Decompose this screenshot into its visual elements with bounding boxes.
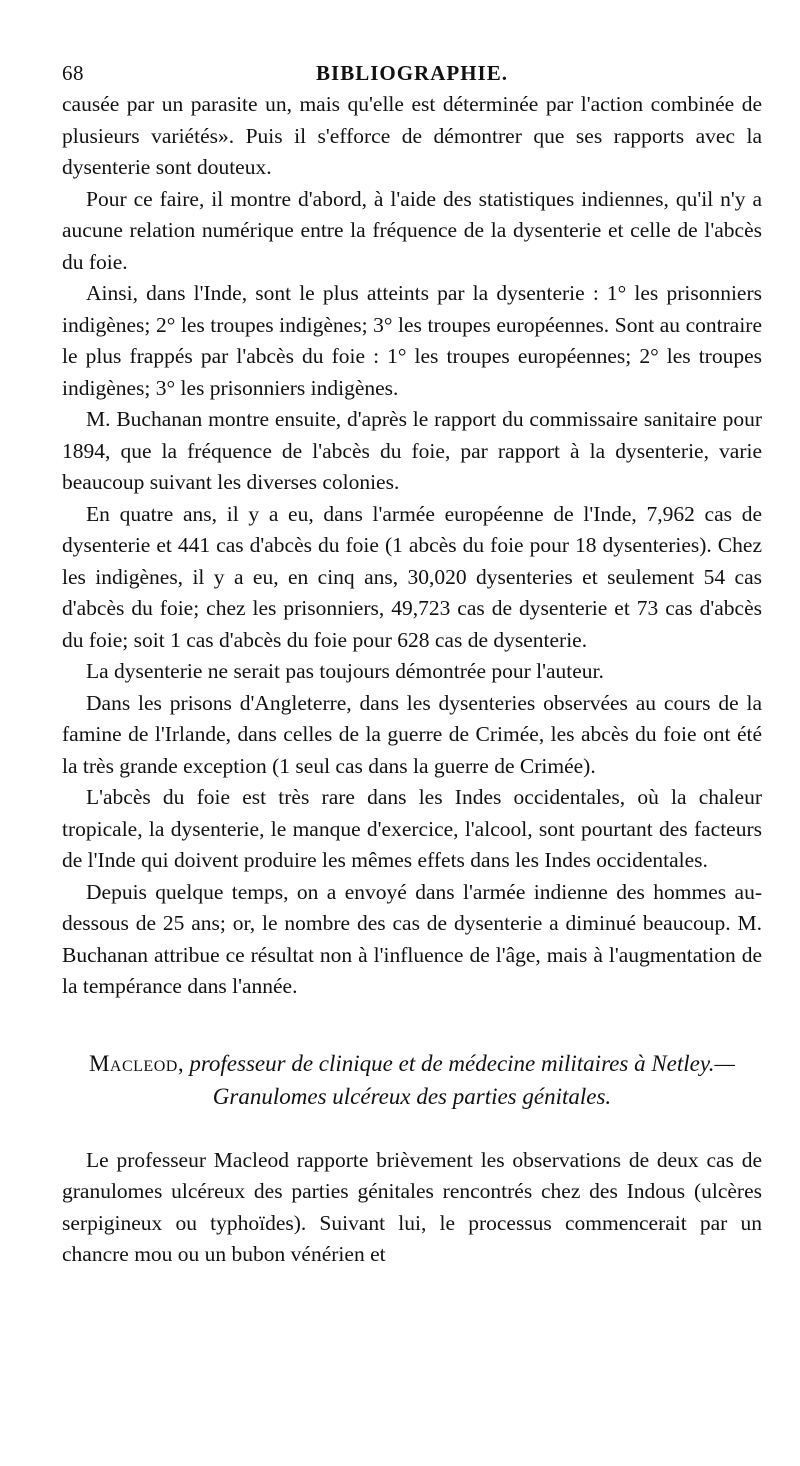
section-heading: Macleod, professeur de clinique et de médecine militaires à Netley.— Granulomes ulcéreux des parties génitales.	[88, 1050, 736, 1109]
paragraph: En quatre ans, il y a eu, dans l'armée européenne de l'Inde, 7,962 cas de dysenterie et 441 cas d'abcès du foie (1 abcès du foie pour 18 dysenteries). Chez les indigènes, il y a eu, en cinq ans, 30,020 dysenteries et seulement 54 cas d'abcès du foie; chez les prisonniers, 49,723 cas de dysenterie et 73 cas d'abcès du foie; soit 1 cas d'abcès du foie pour 628 cas de dysenterie.	[62, 501, 762, 652]
paragraph: Depuis quelque temps, on a envoyé dans l'armée indienne des hommes au-dessous de 25 ans; or, le nombre des cas de dysenterie a diminué beaucoup. M. Buchanan attribue ce résultat non à l'influence de l'âge, mais à l'augmentation de la tempérance dans l'année.	[62, 879, 762, 998]
paragraph: La dysenterie ne serait pas toujours démontrée pour l'auteur.	[86, 659, 604, 683]
section-title: Granulomes ulcéreux des parties génitales.	[212, 1083, 612, 1109]
paragraph: L'abcès du foie est très rare dans les Indes occidentales, où la chaleur tropicale, la dysenterie, le manque d'exercice, l'alcool, sont pourtant des facteurs de l'Inde qui doivent produire les mêmes effets dans les Indes occidentales.	[62, 785, 762, 872]
section-body	[62, 1145, 762, 1271]
section-author: Macleod	[88, 1050, 178, 1076]
running-head: BIBLIOGRAPHIE.	[316, 61, 508, 85]
page-number: 68	[62, 61, 84, 85]
paragraph-continued: causée par un parasite un, mais qu'elle est déterminée par l'action combinée de plusieurs variétés». Puis il s'efforce de démontrer que ses rapports avec la dysenterie sont douteux.	[62, 92, 762, 179]
paragraph: Pour ce faire, il montre d'abord, à l'aide des statistiques indiennes, qu'il n'y a aucune relation numérique entre la fréquence de la dysenterie et celle de l'abcès du foie.	[62, 186, 762, 274]
paragraph: Ainsi, dans l'Inde, sont le plus atteints par la dysenterie : 1° les prisonniers indigènes; 2° les troupes indigènes; 3° les troupes européennes. Sont au contraire le plus frappés par l'abcès du foie : 1° les troupes européennes; 2° les troupes indigènes; 3° les prisonniers indigènes.	[62, 281, 762, 400]
section-author-role: professeur de clinique et de médecine militaires à Netley.—	[189, 1050, 736, 1076]
paragraph: Le professeur Macleod rapporte brièvement les observations de deux cas de granulomes ulcéreux des parties génitales rencontrés chez des Indous (ulcères serpigineux ou typhoïdes). Suivant lui, le processus commencerait par un chancre mou ou un bubon vénérien et	[62, 1147, 762, 1266]
page-header	[62, 55, 762, 89]
paragraph: M. Buchanan montre ensuite, d'après le rapport du commissaire sanitaire pour 1894, que la fréquence de l'abcès du foie, par rapport à la dysenterie, varie beaucoup suivant les diverses colonies.	[62, 407, 762, 494]
review-body	[62, 89, 762, 1003]
paragraph: Dans les prisons d'Angleterre, dans les dysenteries observées au cours de la famine de l'Irlande, dans celles de la guerre de Crimée, les abcès du foie ont été la très grande exception (1 seul cas dans la guerre de Crimée).	[62, 690, 762, 778]
page	[62, 55, 762, 1271]
